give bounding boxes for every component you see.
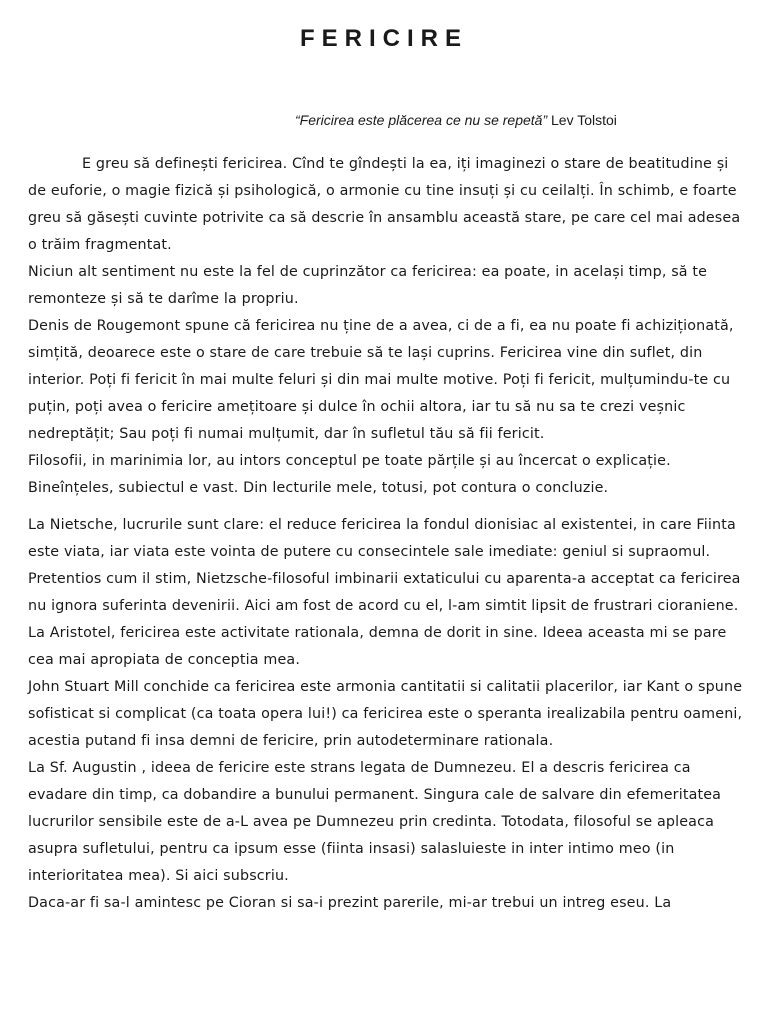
paragraph-mill-kant: John Stuart Mill conchide ca fericirea este armonia cantitatii si calitatii placerilor, iar Kant o spune sofisticat si complicat (ca toata opera lui!) ca fericirea este o speranta irealizabila pentru oameni, acestia putand fi insa demni de fericire, prin autodeterminare rationala.	[28, 679, 743, 749]
paragraph-augustin: La Sf. Augustin , ideea de fericire este strans legata de Dumnezeu. El a descris fericirea ca evadare din timp, ca dobandire a bunului permanent. Singura cale de salvare din efemeritatea lucrurilor sensibile este de a-L avea pe Dumnezeu prin credinta. Totodata, filosoful se apleaca asupra sufletului, pentru ca ipsum esse (fiinta insasi) salasluieste in inter intimo meo (in interioritatea mea). Si aici subscriu.	[28, 760, 722, 884]
essay-body	[28, 151, 744, 917]
paragraph-cioran: Daca-ar fi sa-l amintesc pe Cioran si sa-i prezint parerile, mi-ar trebui un intreg eseu. La	[28, 895, 672, 911]
paragraph-intro: E greu să definești fericirea. Cînd te gîndești la ea, iți imaginezi o stare de beatitudine și de euforie, o magie fizică și psihologică, o armonie cu tine insuți și cu ceilalți. În schimb, e foarte greu să găsești cuvinte potrivite ca să descrie în ansamblu această stare, pe care cel mai adesea o trăim fragmentat.	[28, 156, 741, 253]
paragraph-sentiment: Niciun alt sentiment nu este la fel de cuprinzător ca fericirea: ea poate, in același timp, să te remonteze și să te darîme la propriu.	[28, 264, 708, 307]
paragraph-aristotel: La Aristotel, fericirea este activitate rationala, demna de dorit in sine. Ideea aceasta mi se pare cea mai apropiata de conceptia mea.	[28, 625, 727, 668]
paragraph-philosophers: Filosofii, in marinimia lor, au intors conceptul pe toate părțile și au încercat o explicație. Bineînțeles, subiectul e vast. Din lecturile mele, totusi, pot contura o concluzie.	[28, 453, 671, 496]
epigraph	[295, 110, 617, 130]
paragraph-nietzsche: La Nietsche, lucrurile sunt clare: el reduce fericirea la fondul dionisiac al existentei, in care Fiinta este viata, iar viata este vointa de putere cu consecintele sale imediate: geniul si supraomul. Pretentios cum il stim, Nietzsche-filosoful imbinarii extaticului cu aparenta-a acceptat ca fericirea nu ignora suferinta devenirii. Aici am fost de acord cu el, l-am simtit lipsit de frustrari cioraniene.	[28, 517, 741, 614]
document-title: FERICIRE	[299, 25, 468, 52]
epigraph-author: Lev Tolstoi	[551, 112, 617, 128]
epigraph-quote: “Fericirea este plăcerea ce nu se repetă”	[295, 112, 548, 128]
paragraph-rougemont: Denis de Rougemont spune că fericirea nu ține de a avea, ci de a fi, ea nu poate fi achiziționată, simțită, deoarece este o stare de care trebuie să te lași cuprins. Fericirea vine din suflet, din interior. Poți fi fericit în mai multe feluri și din mai multe motive. Poți fi fericit, mulțumindu-te cu puțin, poți avea o fericire amețitoare și dulce în ochii altora, iar tu să nu sa te crezi veșnic nedreptățit; Sau poți fi numai mulțumit, dar în sufletul tău să fii fericit.	[28, 318, 734, 442]
